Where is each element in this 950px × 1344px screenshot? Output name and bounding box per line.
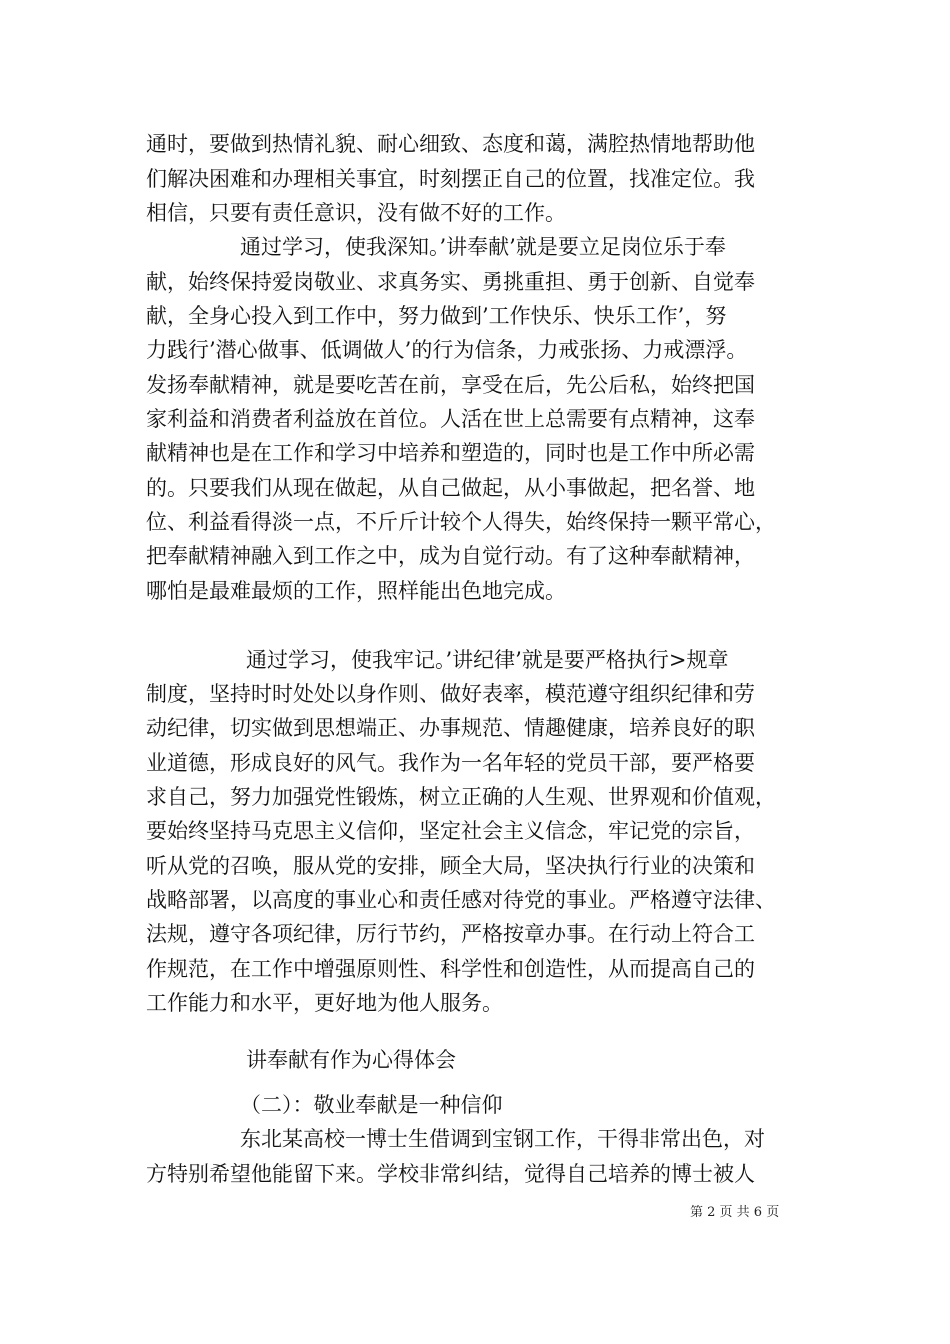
- text-line: 力践行’潜心做事、低调做人’的行为信条，力戒张扬、力戒漂浮。: [146, 338, 748, 362]
- text-line: 哪怕是最难最烦的工作，照样能出色地完成。: [146, 579, 566, 603]
- text-line: 听从党的召唤，服从党的安排，顾全大局，坚决执行行业的决策和: [146, 854, 755, 878]
- text-line: 制度，坚持时时处处以身作则、做好表率，模范遵守组织纪律和劳: [146, 682, 755, 706]
- text-line: 把奉献精神融入到工作之中，成为自觉行动。有了这种奉献精神，: [146, 544, 755, 568]
- text-line: 业道德，形成良好的风气。我作为一名年轻的党员干部，要严格要: [146, 751, 755, 775]
- text-line: 方特别希望他能留下来。学校非常纠结，觉得自己培养的博士被人: [146, 1162, 755, 1186]
- paragraph-start-line: 通过学习，使我深知。’讲奉献’就是要立足岗位乐于奉: [240, 235, 726, 259]
- text-line: 家利益和消费者利益放在首位。人活在世上总需要有点精神，这奉: [146, 407, 755, 431]
- text-line: 献，始终保持爱岗敬业、求真务实、勇挑重担、勇于创新、自觉奉: [146, 270, 755, 294]
- text-line: 作规范，在工作中增强原则性、科学性和创造性，从而提高自己的: [146, 957, 755, 981]
- text-line: 动纪律，切实做到思想端正、办事规范、情趣健康，培养良好的职: [146, 716, 755, 740]
- text-line: 发扬奉献精神，就是要吃苦在前，享受在后，先公后私，始终把国: [146, 373, 755, 397]
- paragraph-start-line: 通过学习，使我牢记。’讲纪律’就是要严格执行>规章: [246, 648, 729, 672]
- text-line: 们解决困难和办理相关事宜，时刻摆正自己的位置，找准定位。我: [146, 167, 755, 191]
- text-line: 工作能力和水平，更好地为他人服务。: [146, 991, 503, 1015]
- text-line: 献精神也是在工作和学习中培养和塑造的，同时也是工作中所必需: [146, 441, 755, 465]
- paragraph-start-line: 东北某高校一博士生借调到宝钢工作，干得非常出色，对: [240, 1127, 765, 1151]
- text-line: 位、利益看得淡一点，不斤斤计较个人得失，始终保持一颗平常心，: [146, 510, 776, 534]
- page-number-footer: 第 2 页 共 6 页: [690, 1205, 780, 1220]
- subsection-heading: （二）：敬业奉献是一种信仰: [240, 1093, 503, 1117]
- text-line: 法规，遵守各项纪律，厉行节约，严格按章办事。在行动上符合工: [146, 922, 755, 946]
- text-line: 献，全身心投入到工作中，努力做到’工作快乐、快乐工作’，努: [146, 304, 727, 328]
- text-line: 要始终坚持马克思主义信仰，坚定社会主义信念，牢记党的宗旨，: [146, 819, 755, 843]
- text-line: 求自己，努力加强党性锻炼，树立正确的人生观、世界观和价值观，: [146, 785, 776, 809]
- text-line: 通时，要做到热情礼貌、耐心细致、态度和蔼，满腔热情地帮助他: [146, 132, 755, 156]
- text-line: 的。只要我们从现在做起，从自己做起，从小事做起，把名誉、地: [146, 476, 755, 500]
- section-heading: 讲奉献有作为心得体会: [246, 1048, 456, 1072]
- text-line: 战略部署，以高度的事业心和责任感对待党的事业。严格遵守法律、: [146, 888, 776, 912]
- text-line: 相信，只要有责任意识，没有做不好的工作。: [146, 201, 566, 225]
